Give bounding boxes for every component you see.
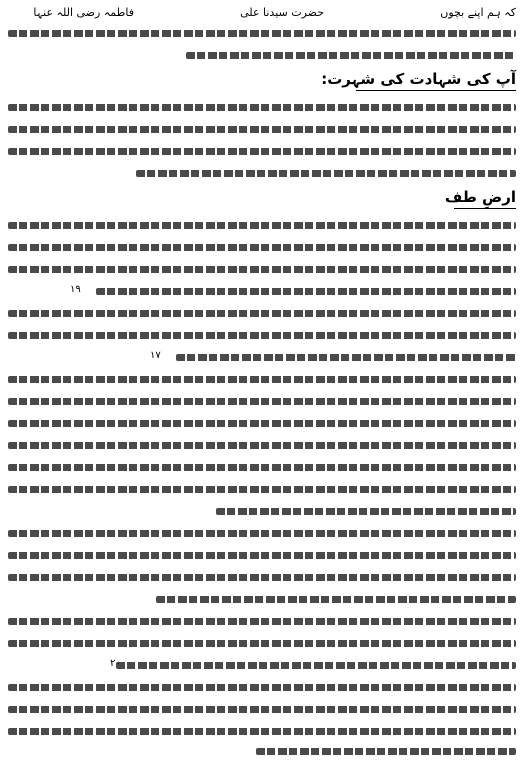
text-line bbox=[8, 30, 516, 37]
text-line bbox=[8, 640, 516, 647]
footnote-marker: ١٩ bbox=[70, 284, 81, 295]
text-line bbox=[8, 530, 516, 537]
opening-fragment-1: کہ ہم اپنے بچوں bbox=[440, 6, 516, 19]
text-line bbox=[8, 552, 516, 559]
text-line bbox=[8, 222, 516, 229]
heading-underline bbox=[454, 208, 516, 209]
text-line bbox=[8, 126, 516, 133]
text-line bbox=[8, 442, 516, 449]
text-line bbox=[8, 148, 516, 155]
text-line bbox=[8, 104, 516, 111]
text-line bbox=[256, 748, 516, 755]
section-heading-shahadat: آپ کی شہادت کی شہرت: bbox=[321, 70, 516, 88]
text-line bbox=[96, 288, 516, 295]
text-line bbox=[116, 662, 516, 669]
opening-fragment-3: فاطمہ رضی اللہ عنہا bbox=[33, 6, 134, 19]
text-line bbox=[8, 376, 516, 383]
text-line bbox=[8, 464, 516, 471]
section-heading-arz-taff: ارضِ طف bbox=[444, 188, 516, 206]
text-line bbox=[8, 244, 516, 251]
footnote-marker: ٢٠ bbox=[110, 658, 121, 669]
text-line bbox=[8, 420, 516, 427]
text-line bbox=[8, 266, 516, 273]
text-line bbox=[8, 398, 516, 405]
text-line bbox=[8, 728, 516, 735]
text-line bbox=[186, 52, 516, 59]
text-line bbox=[8, 486, 516, 493]
text-line bbox=[8, 684, 516, 691]
text-line bbox=[156, 596, 516, 603]
text-line bbox=[8, 618, 516, 625]
text-line bbox=[176, 354, 516, 361]
text-line bbox=[8, 574, 516, 581]
text-line bbox=[8, 310, 516, 317]
opening-fragment-2: حضرت سیدنا علی bbox=[240, 6, 324, 19]
heading-underline bbox=[356, 90, 516, 91]
text-line bbox=[8, 332, 516, 339]
text-line bbox=[8, 706, 516, 713]
footnote-marker: ١٧ bbox=[150, 350, 161, 361]
text-line bbox=[136, 170, 516, 177]
text-line bbox=[216, 508, 516, 515]
